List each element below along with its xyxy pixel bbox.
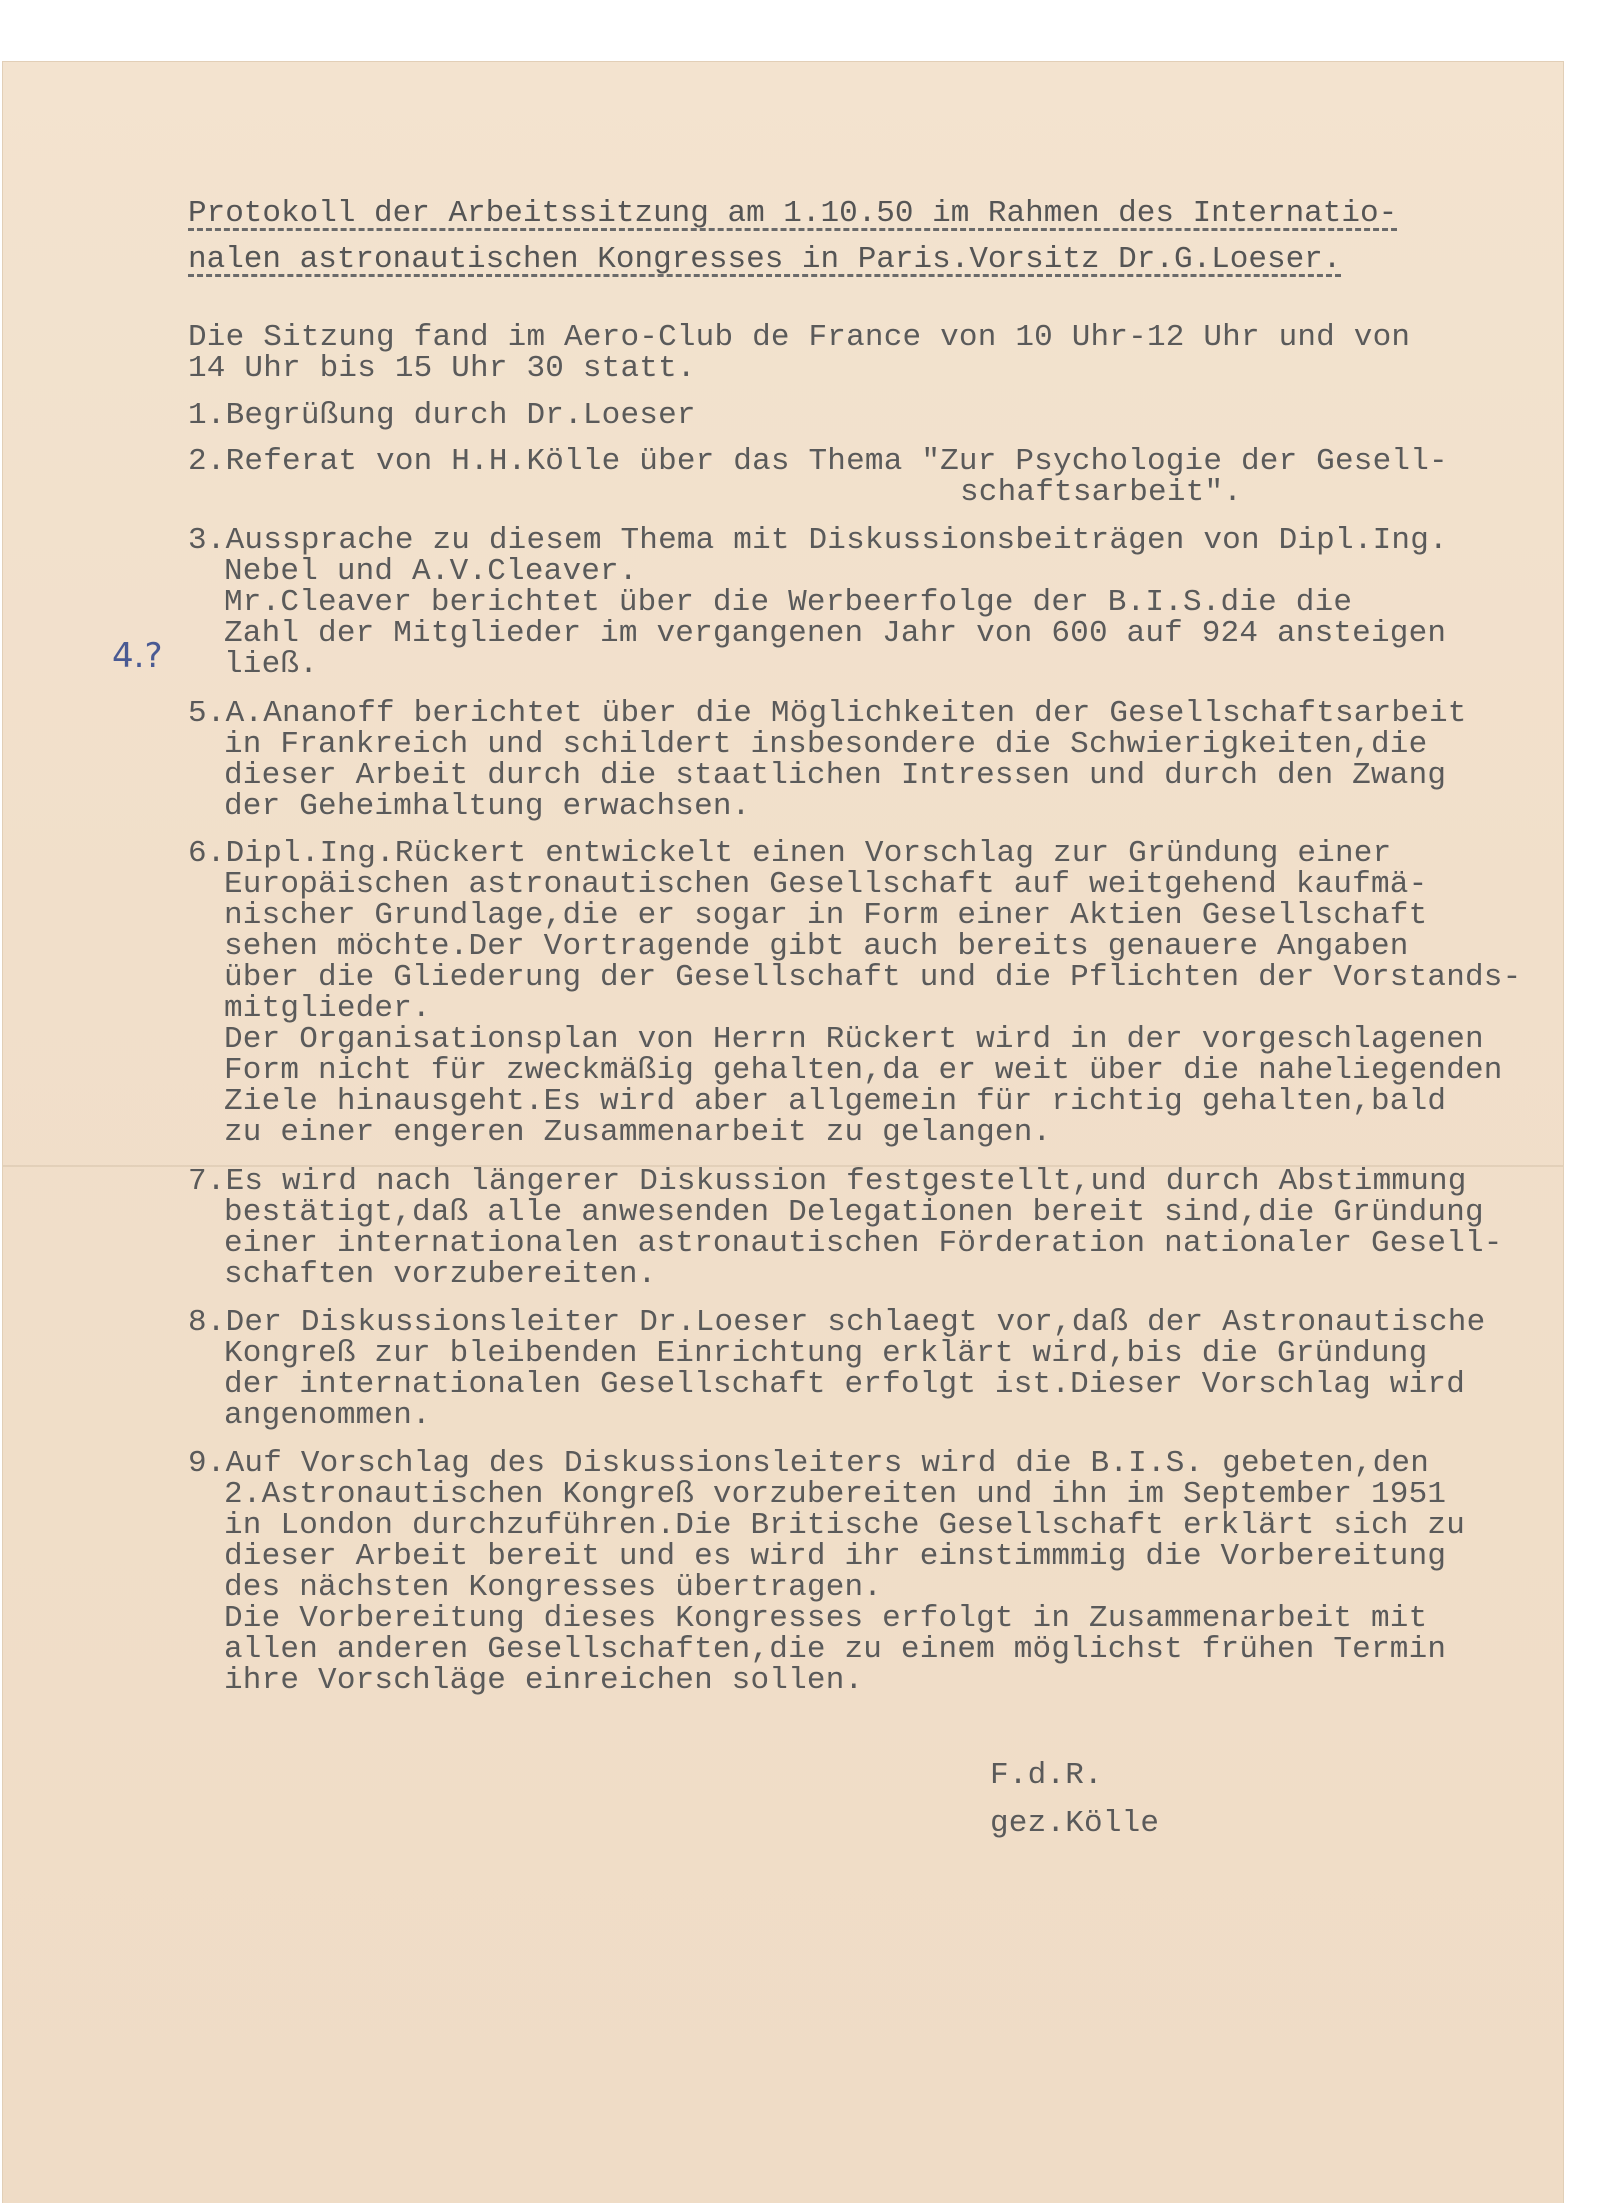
document-title-line-1: Protokoll der Arbeitssitzung am 1.10.50 im Rahmen des Internatio- <box>188 196 1398 231</box>
item-9-line-2: 2.Astronautischen Kongreß vorzubereiten und ihn im September 1951 <box>224 1477 1447 1512</box>
item-6-line-6: mitglieder. <box>224 991 431 1026</box>
item-3-line-5: ließ. <box>224 647 319 682</box>
item-3-line-3: Mr.Cleaver berichtet über die Werbeerfolge der B.I.S.die die <box>224 585 1353 620</box>
handwritten-note: 4.? <box>112 636 163 676</box>
item-7-line-2: bestätigt,daß alle anwesenden Delegationen bereit sind,die Gründung <box>224 1195 1484 1230</box>
item-6-line-1: 6.Dipl.Ing.Rückert entwickelt einen Vorschlag zur Gründung einer <box>188 836 1392 871</box>
item-3-line-1: 3.Aussprache zu diesem Thema mit Diskussionsbeiträgen von Dipl.Ing. <box>188 523 1448 558</box>
item-8-line-2: Kongreß zur bleibenden Einrichtung erklärt wird,bis die Gründung <box>224 1336 1428 1371</box>
item-6-line-8: Form nicht für zweckmäßig gehalten,da er weit über die naheliegenden <box>224 1053 1503 1088</box>
intro-line-2: 14 Uhr bis 15 Uhr 30 statt. <box>188 351 696 386</box>
item-2-line-1: 2.Referat von H.H.Kölle über das Thema "Zur Psychologie der Gesell- <box>188 444 1448 479</box>
item-2-line-2: schaftsarbeit". <box>960 475 1243 510</box>
signature-line-1: F.d.R. <box>990 1758 1103 1793</box>
item-7-line-1: 7.Es wird nach längerer Diskussion festgestellt,und durch Abstimmung <box>188 1164 1467 1199</box>
item-6-line-7: Der Organisationsplan von Herrn Rückert wird in der vorgeschlagenen <box>224 1022 1484 1057</box>
item-5-line-4: der Geheimhaltung erwachsen. <box>224 789 751 824</box>
item-9-line-6: Die Vorbereitung dieses Kongresses erfolgt in Zusammenarbeit mit <box>224 1601 1428 1636</box>
signature-line-2: gez.Kölle <box>990 1806 1160 1841</box>
item-9-line-7: allen anderen Gesellschaften,die zu einem möglichst frühen Termin <box>224 1632 1447 1667</box>
item-6-line-3: nischer Grundlage,die er sogar in Form einer Aktien Gesellschaft <box>224 898 1428 933</box>
item-9-line-8: ihre Vorschläge einreichen sollen. <box>224 1663 864 1698</box>
item-7-line-4: schaften vorzubereiten. <box>224 1257 657 1292</box>
item-6-line-9: Ziele hinausgeht.Es wird aber allgemein für richtig gehalten,bald <box>224 1084 1447 1119</box>
item-9-line-4: dieser Arbeit bereit und es wird ihr einstimmmig die Vorbereitung <box>224 1539 1447 1574</box>
item-8-line-3: der internationalen Gesellschaft erfolgt ist.Dieser Vorschlag wird <box>224 1367 1465 1402</box>
item-5-line-1: 5.A.Ananoff berichtet über die Möglichkeiten der Gesellschaftsarbeit <box>188 696 1467 731</box>
item-6-line-10: zu einer engeren Zusammenarbeit zu gelangen. <box>224 1115 1052 1150</box>
intro-line-1: Die Sitzung fand im Aero-Club de France von 10 Uhr-12 Uhr und von <box>188 320 1411 355</box>
item-5-line-3: dieser Arbeit durch die staatlichen Intressen und durch den Zwang <box>224 758 1447 793</box>
item-5-line-2: in Frankreich und schildert insbesondere die Schwierigkeiten,die <box>224 727 1428 762</box>
item-9-line-1: 9.Auf Vorschlag des Diskussionsleiters wird die B.I.S. gebeten,den <box>188 1446 1429 1481</box>
item-6-line-4: sehen möchte.Der Vortragende gibt auch bereits genauere Angaben <box>224 929 1409 964</box>
item-1-line-1: 1.Begrüßung durch Dr.Loeser <box>188 398 696 433</box>
item-8-line-1: 8.Der Diskussionsleiter Dr.Loeser schlaegt vor,daß der Astronautische <box>188 1305 1486 1340</box>
item-6-line-5: über die Gliederung der Gesellschaft und die Pflichten der Vorstands- <box>224 960 1522 995</box>
item-8-line-4: angenommen. <box>224 1398 431 1433</box>
item-7-line-3: einer internationalen astronautischen Förderation nationaler Gesell- <box>224 1226 1503 1261</box>
item-6-line-2: Europäischen astronautischen Gesellschaft auf weitgehend kaufmä- <box>224 867 1428 902</box>
document-title-line-2: nalen astronautischen Kongresses in Paris.Vorsitz Dr.G.Loeser. <box>188 242 1342 277</box>
item-3-line-4: Zahl der Mitglieder im vergangenen Jahr von 600 auf 924 ansteigen <box>224 616 1447 651</box>
item-3-line-2: Nebel und A.V.Cleaver. <box>224 554 638 589</box>
item-9-line-3: in London durchzuführen.Die Britische Gesellschaft erklärt sich zu <box>224 1508 1465 1543</box>
item-9-line-5: des nächsten Kongresses übertragen. <box>224 1570 883 1605</box>
